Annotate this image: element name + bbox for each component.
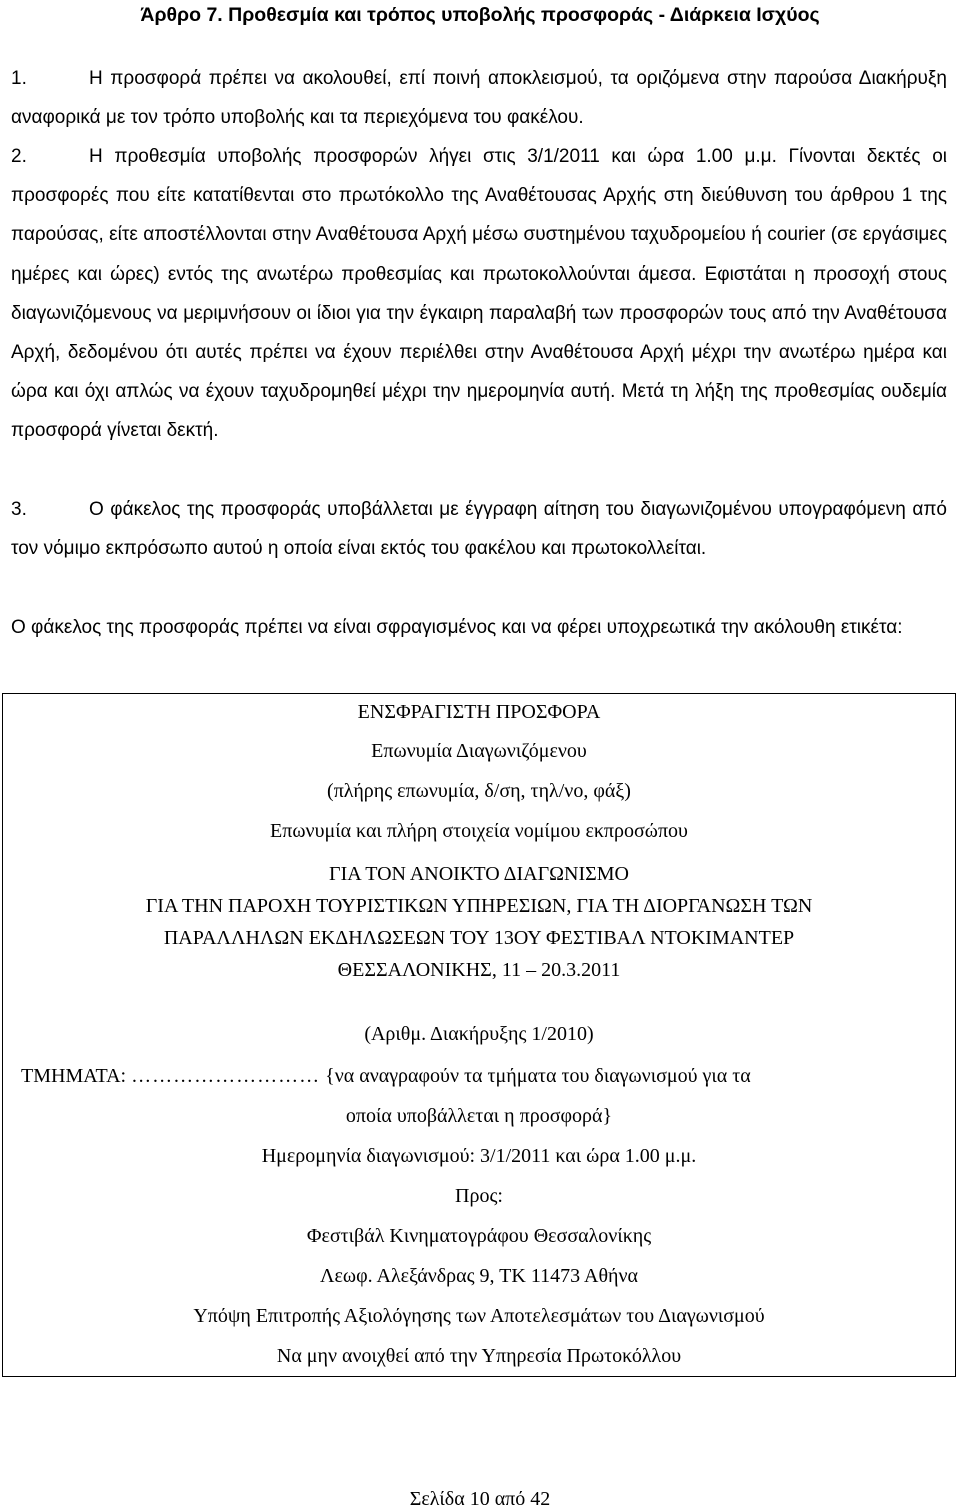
label-bidder-name: Επωνυμία Διαγωνιζόμενου bbox=[371, 740, 587, 762]
label-bidder-details: (πλήρης επωνυμία, δ/ση, τηλ/νο, φάξ) bbox=[327, 780, 631, 802]
paragraph-3 bbox=[11, 490, 947, 568]
paragraph-4-text: Ο φάκελος της προσφοράς πρέπει να είναι σφραγισμένος και να φέρει υποχρεωτικά την ακόλουθη ετικέτα: bbox=[11, 617, 903, 638]
label-tender-line-1: ΓΙΑ ΤΟΝ ΑΝΟΙΚΤΟ ΔΙΑΓΩΝΙΣΜΟ bbox=[329, 863, 629, 885]
paragraph-2-text: Η προθεσμία υποβολής προσφορών λήγει στις 3/1/2011 και ώρα 1.00 μ.μ. Γίνονται δεκτές οι προσφορές που είτε κατατίθενται στο πρωτόκολλο της Αναθέτουσας Αρχής στη διεύθυνση του άρθρου 1 της παρούσας, είτε αποστέλλονται στην Αναθέτουσα Αρχή μέσω συστημένου ταχυδρομείου ή courier (σε εργάσιμες ημέρες και ώρες) εντός της ανωτέρω προθεσμίας και πρωτοκολλούνται άμεσα. Εφιστάται η προσοχή στους διαγωνιζόμενους να μεριμνήσουν οι ίδιοι για την έγκαιρη παραλαβή των προσφορών τους από την Αναθέτουσα Αρχή, δεδομένου ότι αυτές πρέπει να έχουν περιέλθει στην Αναθέτουσα Αρχή μέχρι την ανωτέρω ημέρα και ώρα και όχι απλώς να έχουν ταχυδρομηθεί μέχρι την ημερομηνία αυτή. Μετά τη λήξη της προθεσμίας ουδεμία προσφορά γίνεται δεκτή. bbox=[11, 146, 947, 442]
label-to: Προς: bbox=[455, 1185, 503, 1207]
label-representative: Επωνυμία και πλήρη στοιχεία νομίμου εκπροσώπου bbox=[270, 820, 688, 842]
envelope-label-box bbox=[2, 693, 956, 1377]
paragraph-3-text: Ο φάκελος της προσφοράς υποβάλλεται με έγγραφη αίτηση του διαγωνιζομένου υπογραφόμενη από τον νόμιμο εκπρόσωπο αυτού η οποία είναι εκτός του φακέλου και πρωτοκολλείται. bbox=[11, 499, 947, 560]
paragraph-2 bbox=[11, 137, 947, 451]
article-title: Άρθρο 7. Προθεσμία και τρόπος υποβολής προσφοράς - Διάρκεια Ισχύος bbox=[140, 4, 820, 26]
label-parts-row bbox=[21, 1063, 941, 1089]
label-attention: Υπόψη Επιτροπής Αξιολόγησης των Αποτελεσμάτων του Διαγωνισμού bbox=[193, 1305, 765, 1327]
paragraph-1 bbox=[11, 59, 947, 137]
label-parts-note-1: {να αναγραφούν τα τμήματα του διαγωνισμού για τα bbox=[325, 1065, 751, 1087]
paragraph-3-number: 3. bbox=[11, 499, 27, 520]
paragraph-4 bbox=[11, 608, 947, 647]
label-tender-line-3: ΠΑΡΑΛΛΗΛΩΝ ΕΚΔΗΛΩΣΕΩΝ ΤΟΥ 13ΟΥ ΦΕΣΤΙΒΑΛ ΝΤΟΚΙΜΑΝΤΕΡ bbox=[163, 927, 795, 949]
label-parts-note-2: οποία υποβάλλεται η προσφορά} bbox=[345, 1105, 613, 1127]
label-do-not-open: Να μην ανοιχθεί από την Υπηρεσία Πρωτοκόλλου bbox=[276, 1345, 682, 1367]
label-tender-line-2: ΓΙΑ ΤΗΝ ΠΑΡΟΧΗ ΤΟΥΡΙΣΤΙΚΩΝ ΥΠΗΡΕΣΙΩΝ, ΓΙΑ ΤΗ ΔΙΟΡΓΑΝΩΣΗ ΤΩΝ bbox=[145, 895, 813, 917]
paragraph-1-text: Η προσφορά πρέπει να ακολουθεί, επί ποινή αποκλεισμού, τα οριζόμενα στην παρούσα Διακήρυξη αναφορικά με τον τρόπο υποβολής και τα περιεχόμενα του φακέλου. bbox=[11, 68, 947, 129]
label-recipient: Φεστιβάλ Κινηματογράφου Θεσσαλονίκης bbox=[306, 1225, 652, 1247]
label-address: Λεωφ. Αλεξάνδρας 9, ΤΚ 11473 Αθήνα bbox=[320, 1265, 638, 1287]
label-tender-line-4: ΘΕΣΣΑΛΟΝΙΚΗΣ, 11 – 20.3.2011 bbox=[337, 959, 621, 981]
label-heading: ΕΝΣΦΡΑΓΙΣΤΗ ΠΡΟΣΦΟΡΑ bbox=[357, 701, 601, 723]
label-parts-title: ΤΜΗΜΑΤΑ: bbox=[21, 1065, 127, 1087]
label-notice-number: (Αριθμ. Διακήρυξης 1/2010) bbox=[364, 1023, 594, 1045]
label-parts-dots: ……………………… bbox=[131, 1065, 321, 1087]
paragraph-2-number: 2. bbox=[11, 146, 27, 167]
label-tender-date: Ημερομηνία διαγωνισμού: 3/1/2011 και ώρα 1.00 μ.μ. bbox=[261, 1145, 697, 1167]
paragraph-1-number: 1. bbox=[11, 68, 27, 89]
page-number: Σελίδα 10 από 42 bbox=[409, 1488, 551, 1510]
